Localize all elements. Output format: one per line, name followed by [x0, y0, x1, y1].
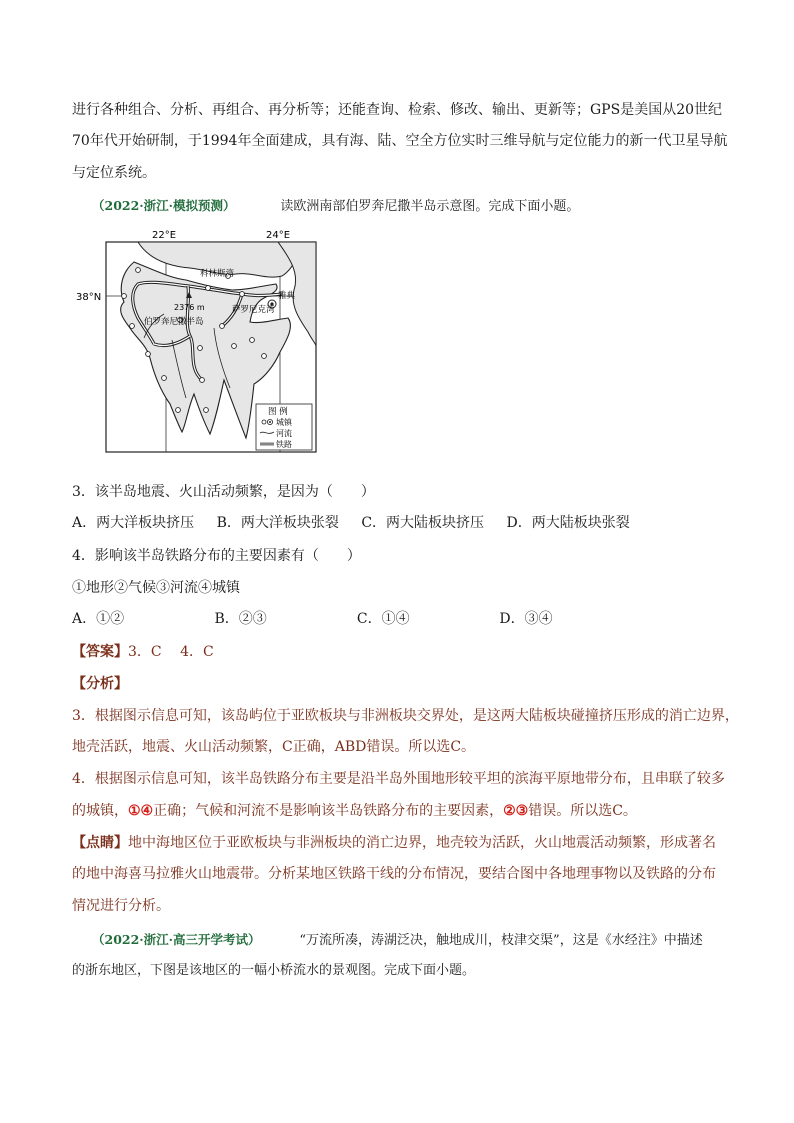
peloponnese-map [76, 228, 318, 454]
athens-label: 雅典 [278, 291, 296, 301]
gulf-corinth-label: 科林斯湾 [200, 269, 235, 279]
question-4-stem: 4．影响该半岛铁路分布的主要因素有（ ） [72, 548, 361, 564]
tip-tag: 【点睛】 [72, 835, 128, 851]
legend-city: 城镇 [276, 418, 292, 427]
lon-label-22e: 22°E [152, 230, 177, 241]
answer-tag: 【答案】 [72, 644, 128, 660]
lon-label-24e: 24°E [266, 230, 291, 241]
intro-line-2: 70年代开始研制，于1994年全面建成，具有海、陆、空全方位实时三维导航与定位能力的新一代卫星导航 [72, 133, 728, 149]
tip-line-2: 的地中海喜马拉雅火山地震带。分析某地区铁路干线的分布情况，要结合图中各地理事物以及铁路的分布 [72, 866, 716, 882]
analysis-4-line-1: 4．根据图示信息可知，该半岛铁路分布主要是沿半岛外围地形较平坦的滨海平原地带分布，且串联了较多 [72, 771, 725, 787]
correct-factors: ①④ [128, 803, 154, 819]
source-tag-2: （2022·浙江·高三开学考试） [92, 932, 261, 947]
question-prompt-2: “万流所凑，涛湖泛决，触地成川，枝津交渠”，这是《水经注》中描述 [299, 933, 703, 948]
q3-option-b[interactable]: B．两大洋板块张裂 [216, 515, 339, 531]
q4-option-a[interactable]: A．①② [72, 611, 125, 627]
intro-line-3: 与定位系统。 [72, 165, 156, 181]
q4-option-c[interactable]: C．①④ [356, 611, 410, 627]
legend-rail: 铁路 [276, 440, 292, 449]
question-4-factors: ①地形②气候③河流④城镇 [72, 580, 240, 596]
lat-label-38n: 38°N [76, 292, 102, 303]
tip-line-3: 情况进行分析。 [72, 898, 170, 914]
legend-title: 图 例 [268, 407, 288, 417]
q3-option-a[interactable]: A．两大洋板块挤压 [72, 515, 195, 531]
legend-river: 河流 [276, 429, 292, 438]
question-prompt-2-line-2: 的浙东地区，下图是该地区的一幅小桥流水的景观图。完成下面小题。 [72, 963, 476, 978]
question-prompt: 读欧洲南部伯罗奔尼撒半岛示意图。完成下面小题。 [280, 199, 580, 214]
map-legend [256, 404, 312, 450]
question-3-options [72, 513, 630, 533]
peninsula-label: 伯罗奔尼撒半岛 [144, 317, 204, 327]
q4-option-d[interactable]: D．③④ [499, 611, 553, 627]
saronic-label: 萨罗尼克湾 [232, 305, 275, 315]
analysis-3-line-2: 地壳活跃，地震、火山活动频繁，C正确，ABD错误。所以选C。 [72, 739, 476, 755]
question-4-options [72, 609, 553, 629]
wrong-factors: ②③ [503, 803, 529, 819]
analysis-tag: 【分析】 [72, 676, 128, 692]
source-tag: （2022·浙江·模拟预测） [92, 198, 236, 213]
analysis-3-line-1: 3．根据图示信息可知，该岛屿位于亚欧板块与非洲板块交界处，是这两大陆板块碰撞挤压形成的消亡边界， [72, 708, 739, 724]
analysis-4-line-2: 的城镇，①④正确；气候和河流不是影响该半岛铁路分布的主要因素，②③错误。所以选C。 [72, 803, 637, 819]
question-3-stem: 3．该半岛地震、火山活动频繁，是因为（ ） [72, 484, 375, 500]
question-block-1-header [92, 196, 579, 217]
q4-option-b[interactable]: B．②③ [214, 611, 267, 627]
question-block-2-header [92, 930, 703, 951]
answer-line [72, 642, 214, 662]
q3-option-d[interactable]: D．两大陆板块张裂 [506, 515, 630, 531]
intro-line-1: 进行各种组合、分析、再组合、再分析等；还能查询、检索、修改、输出、更新等；GPS是美国从20世纪 [72, 102, 723, 118]
peak-label: 2376 m [174, 303, 205, 312]
tip-line-1: 【点睛】地中海地区位于亚欧板块与非洲板块的消亡边界，地壳较为活跃，火山地震活动频繁，形成著名 [72, 835, 716, 851]
q3-option-c[interactable]: C．两大陆板块挤压 [361, 515, 485, 531]
answer-text: 3．C 4．C [128, 644, 214, 660]
